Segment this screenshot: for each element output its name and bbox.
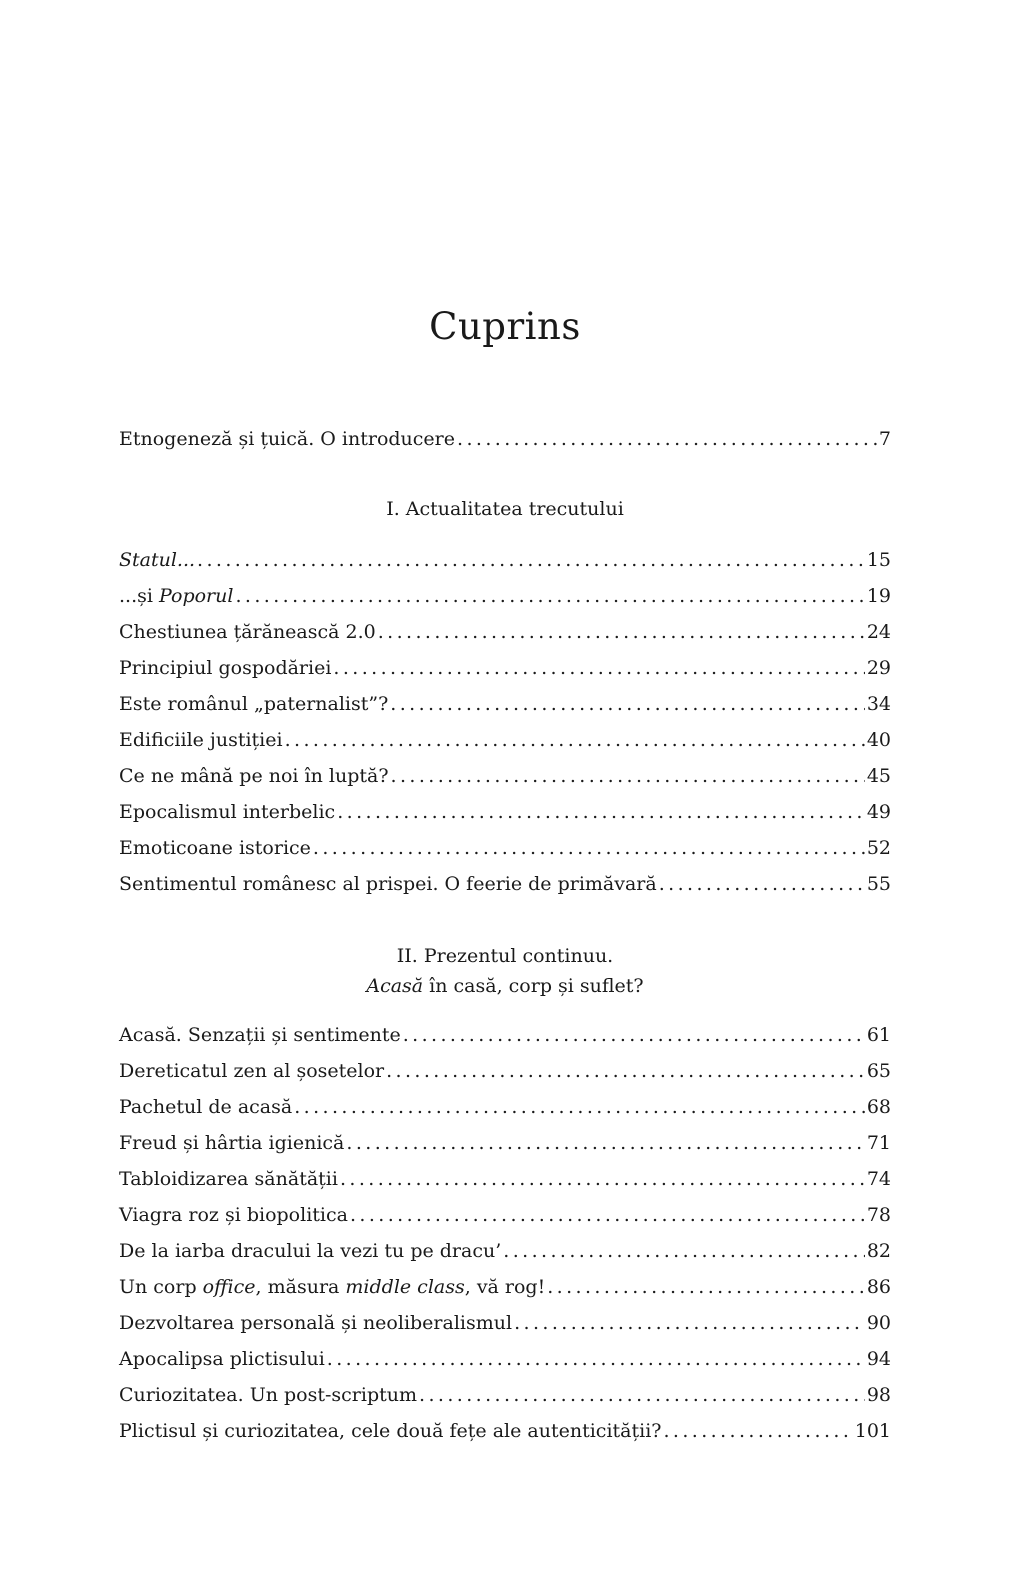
entry-page: 98 (866, 1384, 891, 1406)
toc-entry[interactable] (119, 1128, 891, 1158)
toc-entry[interactable] (119, 797, 891, 827)
entry-title (119, 1272, 547, 1302)
entry-title: Curiozitatea. Un post-scriptum (119, 1384, 418, 1406)
toc-entry[interactable] (119, 1272, 891, 1302)
dot-leader (346, 1128, 864, 1158)
entry-page: 71 (866, 1132, 891, 1154)
entry-title-prefix: ...și (119, 585, 159, 607)
entry-page: 49 (866, 801, 891, 823)
section-heading-2-rest: în casă, corp și suflet? (423, 975, 644, 997)
toc-entry[interactable] (119, 761, 891, 791)
entry-title: Acasă. Senzații și sentimente (119, 1024, 401, 1046)
toc-entry[interactable] (119, 1308, 891, 1338)
dot-leader (327, 1344, 865, 1374)
dot-leader (457, 424, 877, 454)
dot-leader (547, 1272, 865, 1302)
dot-leader (663, 1416, 852, 1446)
toc-entry[interactable] (119, 833, 891, 863)
entry-title-part: , vă rog! (464, 1276, 546, 1298)
toc-entry[interactable] (119, 617, 891, 647)
dot-leader (337, 797, 865, 827)
entry-page: 101 (854, 1420, 891, 1442)
dot-leader (294, 1092, 865, 1122)
entry-title: Este românul „paternalist”? (119, 693, 389, 715)
toc-entry[interactable] (119, 1344, 891, 1374)
dot-leader (391, 761, 865, 791)
section-heading-1: I. Actualitatea trecutului (386, 498, 624, 520)
entry-title: Etnogeneză și țuică. O introducere (119, 428, 456, 450)
toc-entry[interactable] (119, 1236, 891, 1266)
dot-leader (313, 833, 865, 863)
toc-entry[interactable] (119, 725, 891, 755)
dot-leader (378, 617, 865, 647)
entry-title: Statul... (119, 549, 196, 571)
entry-title: De la iarba dracului la vezi tu pe dracu’ (119, 1240, 502, 1262)
section-heading-2-italic: Acasă (366, 975, 424, 997)
entry-title: Plictisul și curiozitatea, cele două fețe ale autenticității? (119, 1420, 662, 1442)
entry-title (119, 581, 235, 611)
entry-title-part: Un corp (119, 1276, 203, 1298)
toc-entry[interactable] (119, 869, 891, 899)
entry-page: 29 (866, 657, 891, 679)
entry-page: 86 (866, 1276, 891, 1298)
toc-entry[interactable] (119, 1380, 891, 1410)
entry-page: 61 (866, 1024, 891, 1046)
entry-title: Ce ne mână pe noi în luptă? (119, 765, 389, 787)
toc-entry-intro[interactable] (119, 424, 891, 454)
entry-page: 7 (878, 428, 891, 450)
entry-title-italic: office (202, 1276, 256, 1298)
entry-title: Freud și hârtia igienică (119, 1132, 345, 1154)
entry-title: Edificiile justiției (119, 729, 283, 751)
entry-title: Dezvoltarea personală și neoliberalismul (119, 1312, 513, 1334)
toc-entry[interactable] (119, 1056, 891, 1086)
dot-leader (403, 1020, 865, 1050)
entry-title: Viagra roz și biopolitica (119, 1204, 348, 1226)
entry-page: 65 (866, 1060, 891, 1082)
dot-leader (386, 1056, 865, 1086)
entry-page: 45 (866, 765, 891, 787)
entry-page: 68 (866, 1096, 891, 1118)
entry-page: 34 (866, 693, 891, 715)
entry-title: Principiul gospodăriei (119, 657, 332, 679)
entry-title-italic: middle class (345, 1276, 465, 1298)
entry-title: Pachetul de acasă (119, 1096, 293, 1118)
entry-title: Emoticoane istorice (119, 837, 311, 859)
entry-title-part: , măsura (255, 1276, 346, 1298)
entry-page: 78 (866, 1204, 891, 1226)
toc-entry[interactable] (119, 1164, 891, 1194)
entry-page: 24 (866, 621, 891, 643)
dot-leader (419, 1380, 865, 1410)
entry-page: 82 (866, 1240, 891, 1262)
section-heading-2-line2 (119, 971, 891, 1001)
toc-entry[interactable] (119, 545, 891, 575)
entry-page: 15 (866, 549, 891, 571)
entry-title: Sentimentul românesc al prispei. O feerie de primăvară (119, 873, 657, 895)
entry-page: 94 (866, 1348, 891, 1370)
entry-page: 52 (866, 837, 891, 859)
toc-entry[interactable] (119, 581, 891, 611)
dot-leader (390, 689, 865, 719)
toc-entry[interactable] (119, 1092, 891, 1122)
toc-entry[interactable] (119, 689, 891, 719)
dot-leader (285, 725, 865, 755)
toc-entry[interactable] (119, 653, 891, 683)
section-heading-2-line1: II. Prezentul continuu. (396, 945, 614, 967)
dot-leader (340, 1164, 865, 1194)
entry-page: 90 (866, 1312, 891, 1334)
entry-title-italic: Poporul (159, 585, 234, 607)
entry-page: 74 (866, 1168, 891, 1190)
dot-leader (514, 1308, 865, 1338)
entry-title: Chestiunea țărănească 2.0 (119, 621, 376, 643)
dot-leader (350, 1200, 865, 1230)
entry-title: Tabloidizarea sănătății (119, 1168, 338, 1190)
dot-leader (333, 653, 864, 683)
entry-title: Apocalipsa plictisului (119, 1348, 325, 1370)
toc-entry[interactable] (119, 1416, 891, 1446)
dot-leader (503, 1236, 865, 1266)
dot-leader (197, 545, 865, 575)
entry-title: Epocalismul interbelic (119, 801, 336, 823)
dot-leader (659, 869, 865, 899)
toc-entry[interactable] (119, 1020, 891, 1050)
dot-leader (235, 581, 864, 611)
toc-entry[interactable] (119, 1200, 891, 1230)
entry-title: Dereticatul zen al șosetelor (119, 1060, 385, 1082)
page-title: Cuprins (429, 305, 581, 348)
entry-page: 40 (866, 729, 891, 751)
entry-page: 19 (866, 585, 891, 607)
entry-page: 55 (866, 873, 891, 895)
